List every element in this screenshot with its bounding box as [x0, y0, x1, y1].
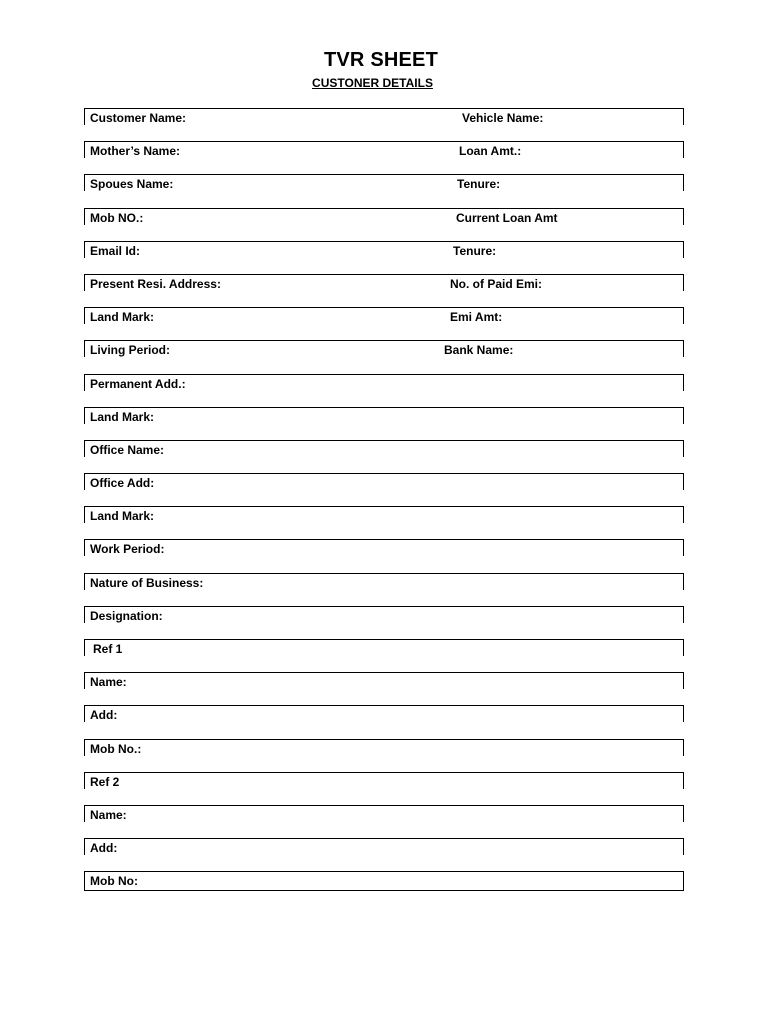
field-label: Ref 2 — [90, 774, 120, 789]
form-row-mothers-name[interactable] — [84, 141, 684, 158]
field-label: Nature of Business: — [90, 575, 204, 590]
field-label: Name: — [90, 807, 127, 822]
form-row-ref-1-name[interactable] — [84, 672, 684, 689]
form-row-email-id[interactable] — [84, 241, 684, 258]
form-row-office-land-mark[interactable] — [84, 506, 684, 523]
field-label: Designation: — [90, 608, 163, 623]
page-title: TVR SHEET — [323, 49, 439, 71]
form-row-nature-of-business[interactable] — [84, 573, 684, 590]
field-label: Bank Name: — [444, 343, 514, 358]
field-label: Mob No: — [90, 874, 138, 889]
form-row-mob-no[interactable] — [84, 208, 684, 225]
field-label: Office Add: — [90, 476, 155, 491]
form-row-ref-1-address[interactable] — [84, 705, 684, 722]
section-subtitle: CUSTONER DETAILS — [312, 76, 433, 90]
field-label: Ref 1 — [93, 642, 123, 656]
form-row-ref-2-header[interactable] — [84, 772, 684, 789]
form-row-ref-2-mob-no[interactable] — [84, 871, 684, 891]
field-label: Current Loan Amt — [456, 210, 558, 225]
field-label: Emi Amt: — [450, 310, 503, 325]
form-row-designation[interactable] — [84, 606, 684, 623]
field-label: Add: — [90, 841, 118, 856]
field-label: Land Mark: — [90, 409, 155, 424]
field-label: Spoues Name: — [90, 177, 174, 192]
form-row-ref-2-address[interactable] — [84, 838, 684, 855]
form-row-office-address[interactable] — [84, 473, 684, 490]
field-label: Land Mark: — [90, 509, 155, 524]
field-label: Office Name: — [90, 442, 165, 457]
field-label: Name: — [90, 675, 127, 690]
form-row-ref-2-name[interactable] — [84, 805, 684, 822]
form-row-ref-1-mob-no[interactable] — [84, 739, 684, 756]
field-label: Loan Amt.: — [459, 144, 522, 159]
customer-details-form — [84, 108, 684, 908]
field-label: Tenure: — [453, 243, 497, 258]
form-row-present-address[interactable] — [84, 274, 684, 291]
form-row-office-name[interactable] — [84, 440, 684, 457]
form-row-land-mark[interactable] — [84, 307, 684, 324]
field-label: Tenure: — [457, 177, 501, 192]
field-label: Mob NO.: — [90, 210, 144, 225]
form-row-work-period[interactable] — [84, 539, 684, 556]
form-row-spouse-name[interactable] — [84, 174, 684, 191]
field-label: Customer Name: — [90, 111, 187, 125]
field-label: Email Id: — [90, 243, 141, 258]
field-label: Permanent Add.: — [90, 376, 186, 391]
field-label: No. of Paid Emi: — [450, 276, 543, 291]
form-row-ref-1-header[interactable] — [84, 639, 684, 656]
field-label: Mob No.: — [90, 741, 142, 756]
field-label: Living Period: — [90, 343, 171, 358]
field-label: Work Period: — [90, 542, 165, 557]
form-row-permanent-land-mark[interactable] — [84, 407, 684, 424]
field-label: Land Mark: — [90, 310, 155, 325]
form-row-permanent-address[interactable] — [84, 374, 684, 391]
field-label: Present Resi. Address: — [90, 276, 221, 291]
field-label: Mother’s Name: — [90, 144, 181, 159]
form-row-living-period[interactable] — [84, 340, 684, 357]
form-row-customer-name[interactable] — [84, 108, 684, 125]
field-label: Add: — [90, 708, 118, 723]
field-label: Vehicle Name: — [462, 111, 544, 125]
